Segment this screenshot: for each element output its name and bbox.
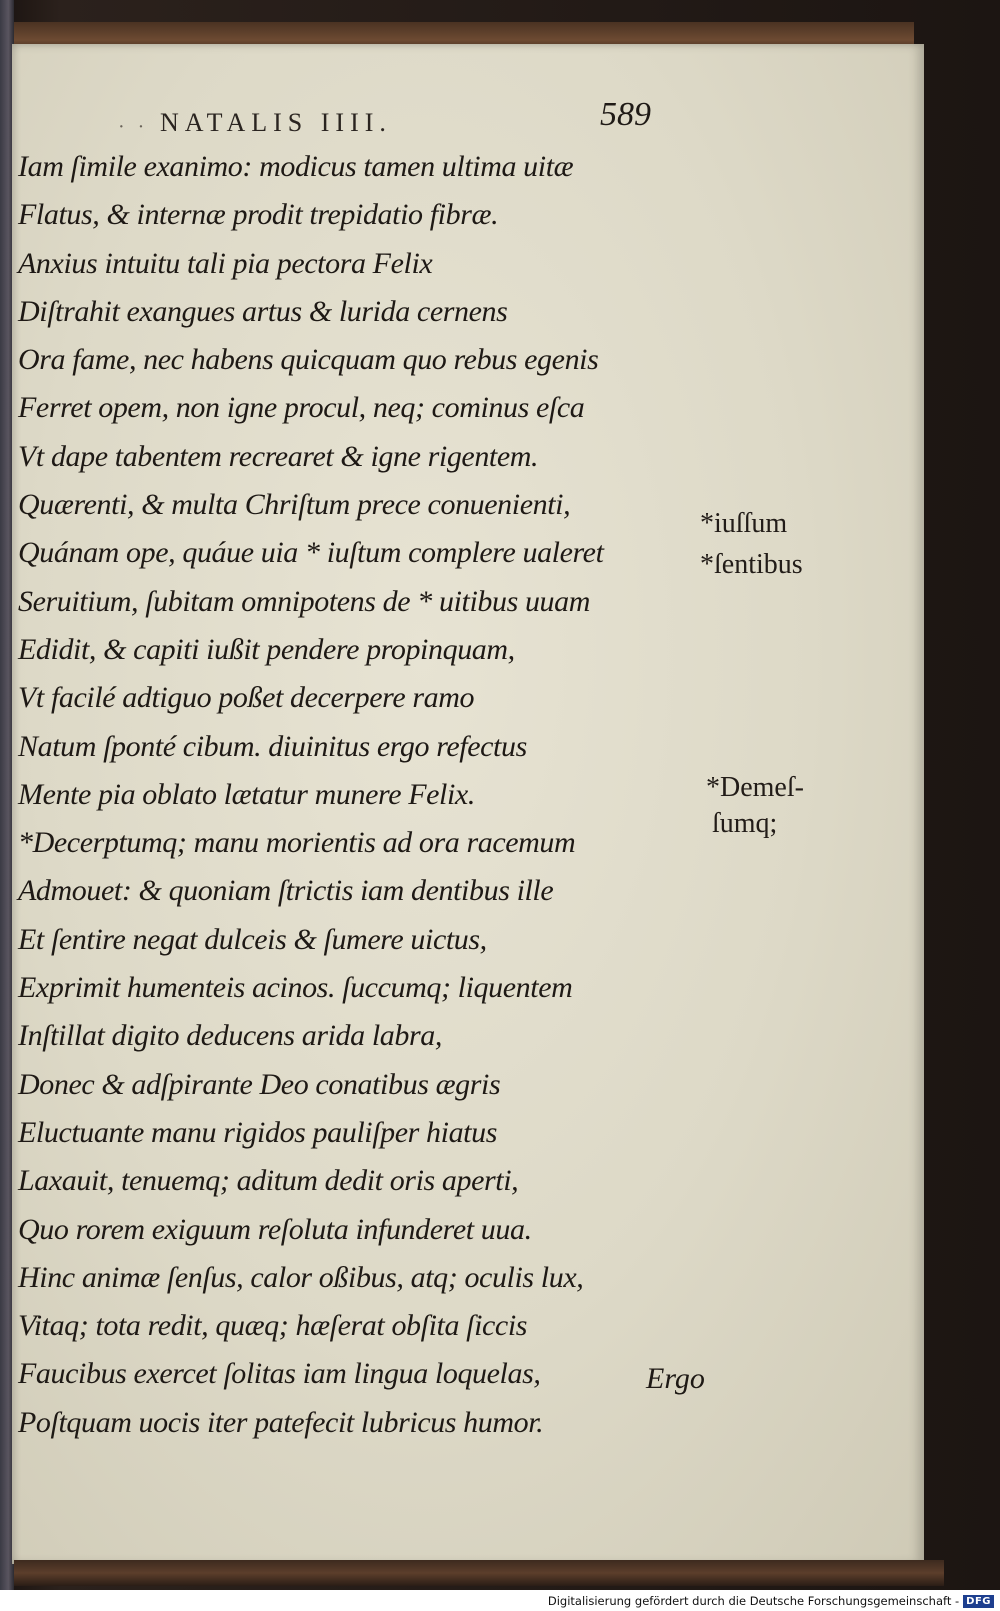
verse-line: Diſtrahit exangues artus & lurida cernens — [18, 294, 508, 328]
dfg-logo: DFG — [963, 1595, 994, 1608]
margin-note-demessum: *Demeſ- — [706, 772, 804, 803]
verse-line: Flatus, & internæ prodit trepidatio fibræ. — [18, 198, 499, 232]
digitization-credit — [548, 1592, 994, 1610]
page-bottom-edge — [14, 1560, 944, 1586]
verse-line: Admouet: & quoniam ſtrictis iam dentibus ille — [18, 874, 554, 908]
verse-line: Et ſentire negat dulceis & ſumere uictus, — [18, 922, 487, 956]
verse-line: Ora fame, nec habens quicquam quo rebus egenis — [18, 343, 599, 377]
verse-line: Vt dape tabentem recrearet & igne rigentem. — [18, 439, 539, 473]
verse-line: Mente pia oblato lætatur munere Felix. — [18, 777, 475, 811]
margin-note-sentibus: *ſentibus — [700, 549, 803, 580]
verse-line: Edidit, & capiti iußit pendere propinquam, — [18, 632, 515, 666]
margin-note-sumq: ſumq; — [712, 808, 778, 839]
verse-line: Exprimit humenteis acinos. ſuccumq; liquentem — [18, 971, 573, 1005]
verse-line: Anxius intuitu tali pia pectora Felix — [18, 246, 433, 280]
verse-line: Quo rorem exiguum reſoluta infunderet uua. — [18, 1212, 532, 1246]
verse-line: Seruitium, ſubitam omnipotens de * uitibus uuam — [18, 584, 591, 618]
credit-text: Digitalisierung gefördert durch die Deutsche Forschungsgemeinschaft - — [547, 1594, 960, 1608]
verse-line: Faucibus exercet ſolitas iam lingua loquelas, — [18, 1357, 541, 1391]
verse-line: Ferret opem, non igne procul, neq; cominus eſca — [18, 391, 585, 425]
verse-line: Vitaq; tota redit, quæq; hæſerat obſita ſiccis — [18, 1309, 528, 1343]
verse-line: Quærenti, & multa Chriſtum prece conuenienti, — [18, 488, 571, 522]
verse-line: Natum ſponté cibum. diuinitus ergo refectus — [18, 729, 527, 763]
verse-line: Hinc animæ ſenſus, calor oßibus, atq; oculis lux, — [18, 1260, 584, 1294]
verse-line: Poſtquam uocis iter patefecit lubricus humor. — [18, 1405, 544, 1439]
verse-line: Donec & adſpirante Deo conatibus ægris — [18, 1067, 501, 1101]
page-number: 589 — [600, 96, 651, 133]
verse-line: Eluctuante manu rigidos pauliſper hiatus — [18, 1115, 497, 1149]
verse-line: Iam ſimile exanimo: modicus tamen ultima uitæ — [18, 150, 574, 183]
verse-line: Vt facilé adtiguo poßet decerpere ramo — [18, 681, 475, 715]
verse-line: Quánam ope, quáue uia * iuſtum complere ualeret — [18, 536, 604, 570]
verse-line: Laxauit, tenuemq; aditum dedit oris aperti, — [18, 1164, 519, 1198]
margin-note-iussum: *iuſſum — [700, 508, 788, 539]
catchword: Ergo — [646, 1362, 705, 1395]
header-ornament: · · — [118, 116, 149, 138]
verse-line: Inſtillat digito deducens arida labra, — [18, 1019, 442, 1053]
verse-text — [18, 143, 698, 1447]
running-head: NATALIS IIII. — [160, 108, 392, 137]
verse-line: *Decerptumq; manu morientis ad ora racemum — [18, 826, 576, 860]
